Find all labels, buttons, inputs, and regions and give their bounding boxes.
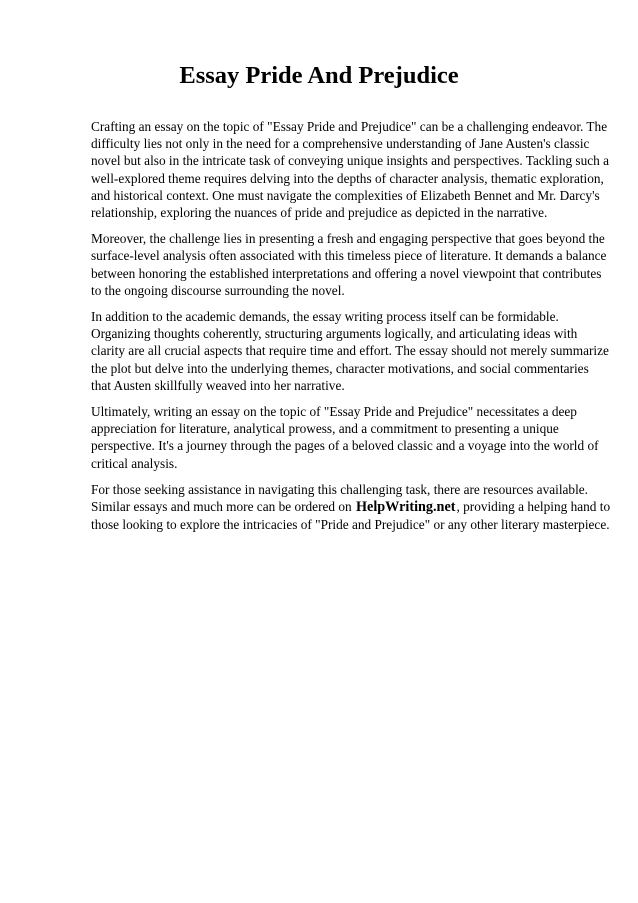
paragraph-line: Ultimately, writing an essay on the topic of "Essay Pride and Prejudice" necessitates a deep xyxy=(91,404,577,420)
paragraph-line: In addition to the academic demands, the essay writing process itself can be formidable. xyxy=(91,309,559,325)
paragraph-2 xyxy=(91,230,607,299)
paragraph-line: those looking to explore the intricacies of "Pride and Prejudice" or any other literary masterpiece. xyxy=(91,517,610,533)
paragraph-line: that Austen skillfully weaved into her narrative. xyxy=(91,377,345,393)
paragraph-line: the plot but delve into the underlying themes, character motivations, and social commentaries xyxy=(91,360,589,376)
paragraph-line: For those seeking assistance in navigating this challenging task, there are resources available. xyxy=(91,481,588,497)
paragraph-line: novel but also in the intricate task of conveying unique insights and perspectives. Tackling such a xyxy=(91,153,610,169)
paragraph-line: well-explored theme requires delving into the depths of character analysis, thematic exploration, xyxy=(91,170,604,186)
paragraph-line: critical analysis. xyxy=(91,455,178,471)
paragraph-line: to the ongoing discourse surrounding the novel. xyxy=(91,282,345,298)
paragraph-line: and historical context. One must navigate the complexities of Elizabeth Bennet and Mr. Darcy's xyxy=(91,187,600,203)
paragraph-text: , providing a helping hand to xyxy=(456,499,611,515)
paragraph-line: clarity are all crucial aspects that require time and effort. The essay should not merely summarize xyxy=(91,343,609,359)
paragraph-line: relationship, exploring the nuances of pride and prejudice as depicted in the narrative. xyxy=(91,205,548,221)
paragraph-line: perspective. It's a journey through the pages of a beloved classic and a voyage into the world of xyxy=(91,438,599,454)
paragraph-text: Similar essays and much more can be ordered on xyxy=(91,499,352,515)
paragraph-3 xyxy=(91,308,609,394)
paragraph-line-with-link xyxy=(91,498,611,516)
paragraph-5 xyxy=(91,481,611,534)
paragraph-line: difficulty lies not only in the need for a comprehensive understanding of Jane Austen's classic xyxy=(91,136,590,152)
paragraph-line: surface-level analysis often associated with this timeless piece of literature. It demands a balance xyxy=(91,248,607,264)
helpwriting-link[interactable]: HelpWriting.net xyxy=(356,499,456,516)
essay-body xyxy=(91,118,611,542)
paragraph-line: Organizing thoughts coherently, structuring arguments logically, and articulating ideas with xyxy=(91,326,578,342)
paragraph-line: Moreover, the challenge lies in presenting a fresh and engaging perspective that goes beyond the xyxy=(91,231,605,247)
paragraph-4 xyxy=(91,403,601,472)
paragraph-line: between honoring the established interpretations and offering a novel viewpoint that contributes xyxy=(91,265,602,281)
paragraph-line: Crafting an essay on the topic of "Essay Pride and Prejudice" can be a challenging endeavor. The xyxy=(91,119,608,134)
page-title: Essay Pride And Prejudice xyxy=(179,62,459,89)
paragraph-1 xyxy=(91,118,610,221)
paragraph-line: appreciation for literature, analytical prowess, and a commitment to presenting a unique xyxy=(91,421,559,437)
